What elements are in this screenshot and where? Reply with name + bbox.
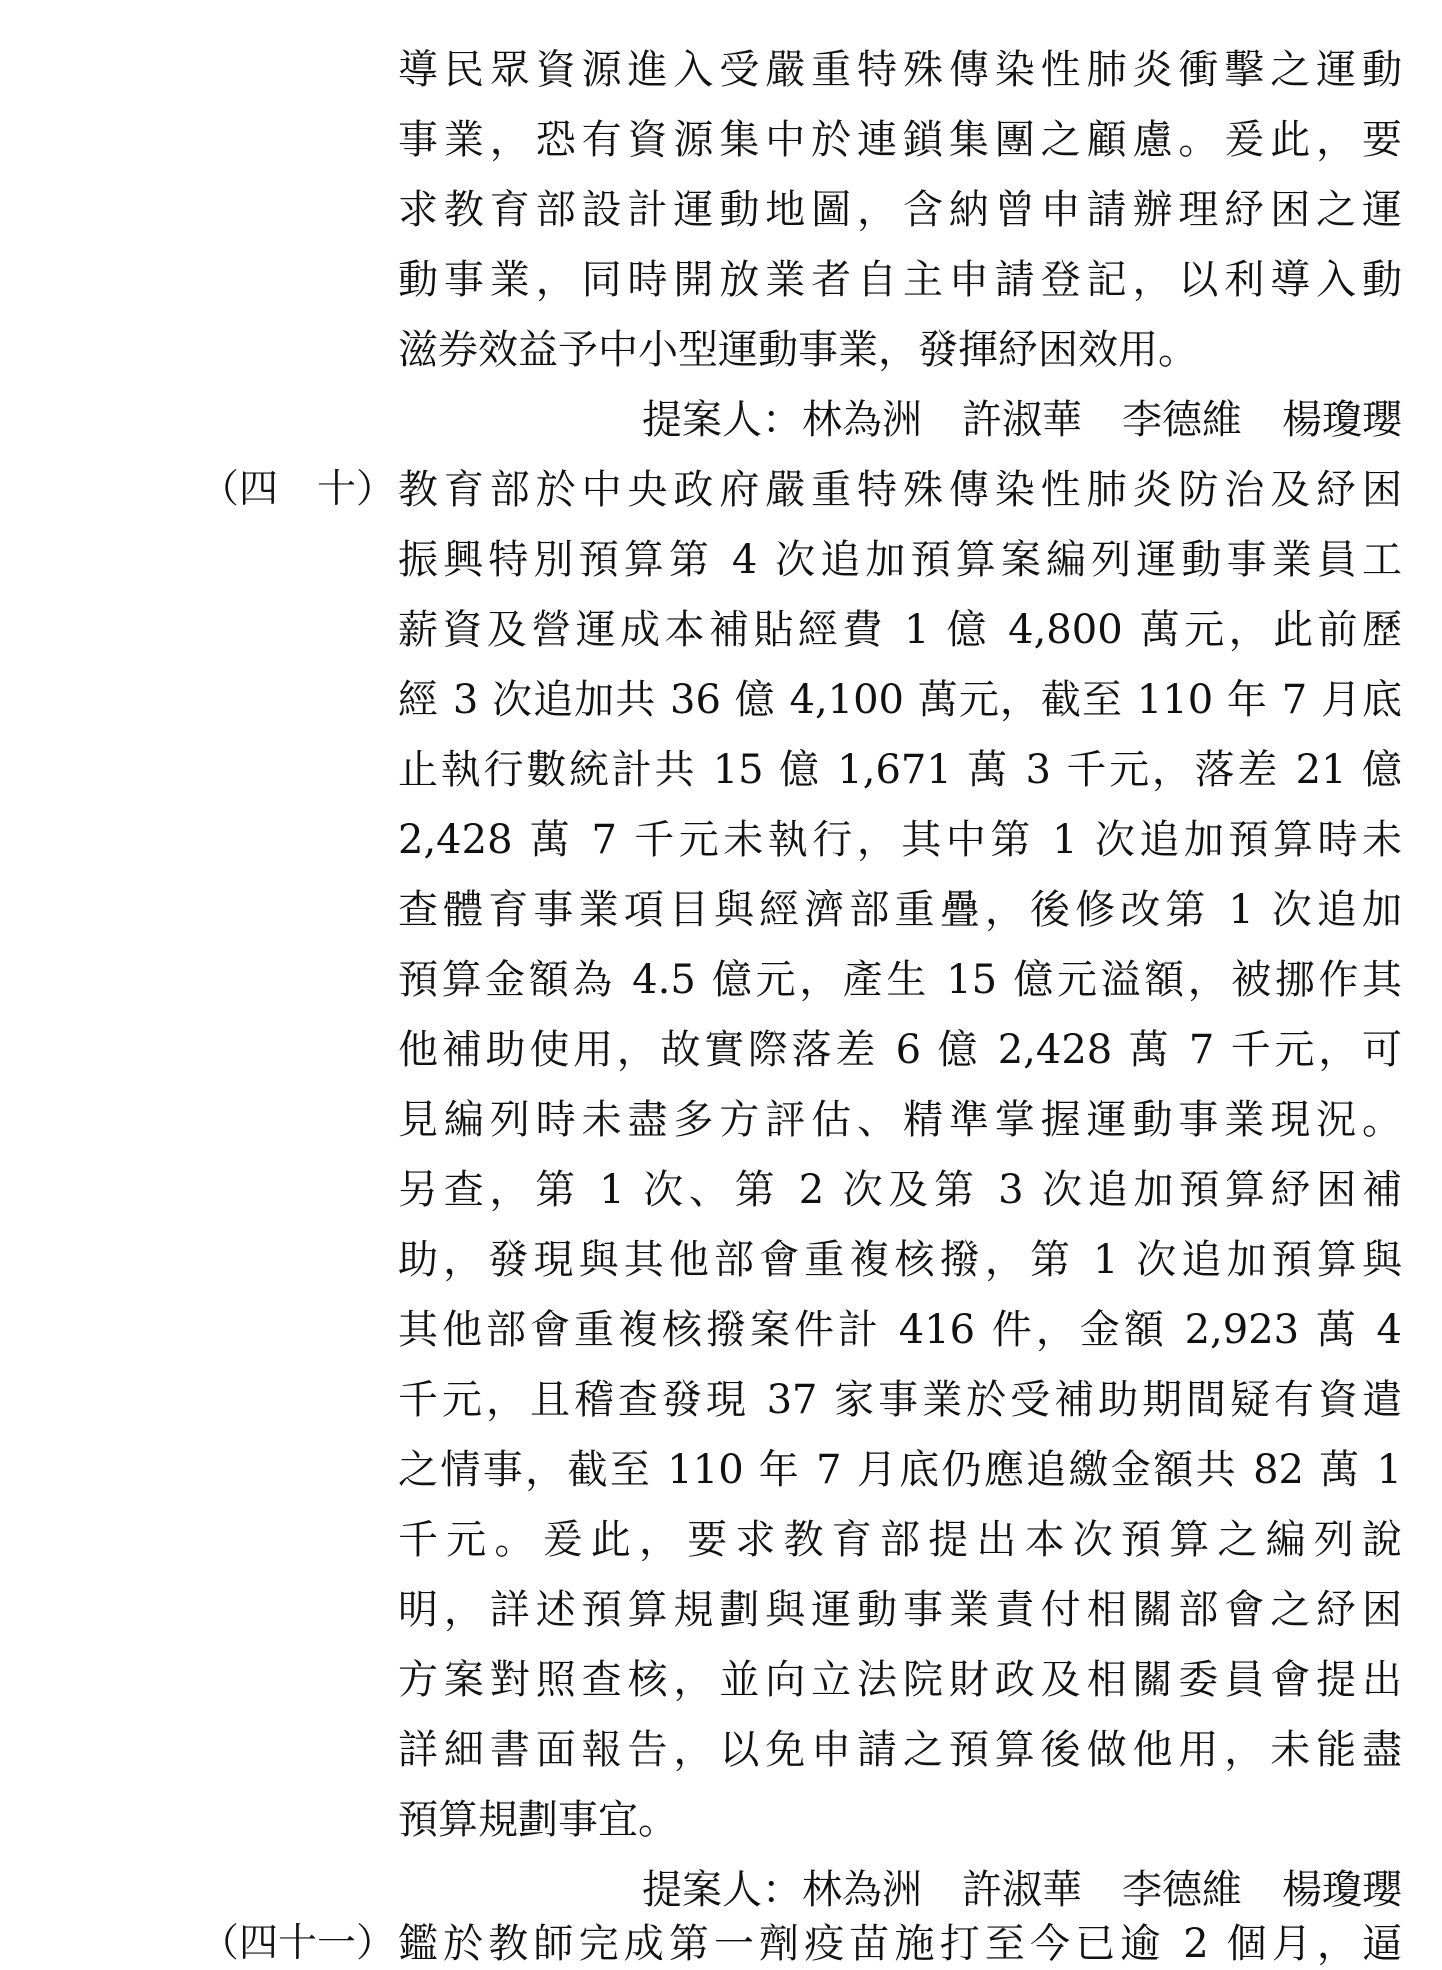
paragraph-line: 另查，第 1 次、第 2 次及第 3 次追加預算紓困補 (398, 1167, 1402, 1213)
item-number-label: （四 十） (200, 467, 396, 512)
proposer-line: 提案人：林為洲 許淑華 李德維 楊瓊瓔 (642, 1867, 1402, 1913)
paragraph-line: 2,428 萬 7 千元未執行，其中第 1 次追加預算時未 (398, 817, 1402, 863)
paragraph-line: 事業，恐有資源集中於連鎖集團之顧慮。爰此，要 (398, 117, 1402, 163)
item-number-label: （四十一） (200, 1921, 396, 1966)
paragraph-line: 千元，且稽查發現 37 家事業於受補助期間疑有資遣 (398, 1377, 1402, 1423)
paragraph-line: 鑑於教師完成第一劑疫苗施打至今已逾 2 個月，逼 (398, 1921, 1402, 1967)
paragraph-line: 詳細書面報告，以免申請之預算後做他用，未能盡 (398, 1727, 1402, 1773)
paragraph-line: 動事業，同時開放業者自主申請登記，以利導入動 (398, 257, 1402, 303)
paragraph-line: 預算金額為 4.5 億元，產生 15 億元溢額，被挪作其 (398, 957, 1402, 1003)
paragraph-line: 千元。爰此，要求教育部提出本次預算之編列說 (398, 1517, 1402, 1563)
paragraph-line: 薪資及營運成本補貼經費 1 億 4,800 萬元，此前歷 (398, 607, 1402, 653)
paragraph-line: 教育部於中央政府嚴重特殊傳染性肺炎防治及紓困 (398, 467, 1402, 513)
paragraph-line: 經 3 次追加共 36 億 4,100 萬元，截至 110 年 7 月底 (398, 677, 1402, 723)
paragraph-line: 見編列時未盡多方評估、精準掌握運動事業現況。 (398, 1097, 1402, 1143)
paragraph-line: 助，發現與其他部會重複核撥，第 1 次追加預算與 (398, 1237, 1402, 1283)
paragraph-line: 他補助使用，故實際落差 6 億 2,428 萬 7 千元，可 (398, 1027, 1402, 1073)
paragraph-line: 振興特別預算第 4 次追加預算案編列運動事業員工 (398, 537, 1402, 583)
proposer-line: 提案人：林為洲 許淑華 李德維 楊瓊瓔 (642, 397, 1402, 443)
paragraph-line: 方案對照查核，並向立法院財政及相關委員會提出 (398, 1657, 1402, 1703)
paragraph-line: 止執行數統計共 15 億 1,671 萬 3 千元，落差 21 億 (398, 747, 1402, 793)
paragraph-line: 預算規劃事宜。 (398, 1797, 678, 1843)
paragraph-line: 查體育事業項目與經濟部重疊，後修改第 1 次追加 (398, 887, 1402, 933)
paragraph-line: 滋券效益予中小型運動事業，發揮紓困效用。 (398, 327, 1198, 373)
paragraph-line: 明，詳述預算規劃與運動事業責付相關部會之紓困 (398, 1587, 1402, 1633)
paragraph-line: 導民眾資源進入受嚴重特殊傳染性肺炎衝擊之運動 (398, 47, 1402, 93)
paragraph-line: 其他部會重複核撥案件計 416 件，金額 2,923 萬 4 (398, 1307, 1402, 1353)
paragraph-line: 求教育部設計運動地圖，含納曾申請辦理紓困之運 (398, 187, 1402, 233)
paragraph-line: 之情事，截至 110 年 7 月底仍應追繳金額共 82 萬 1 (398, 1447, 1402, 1493)
